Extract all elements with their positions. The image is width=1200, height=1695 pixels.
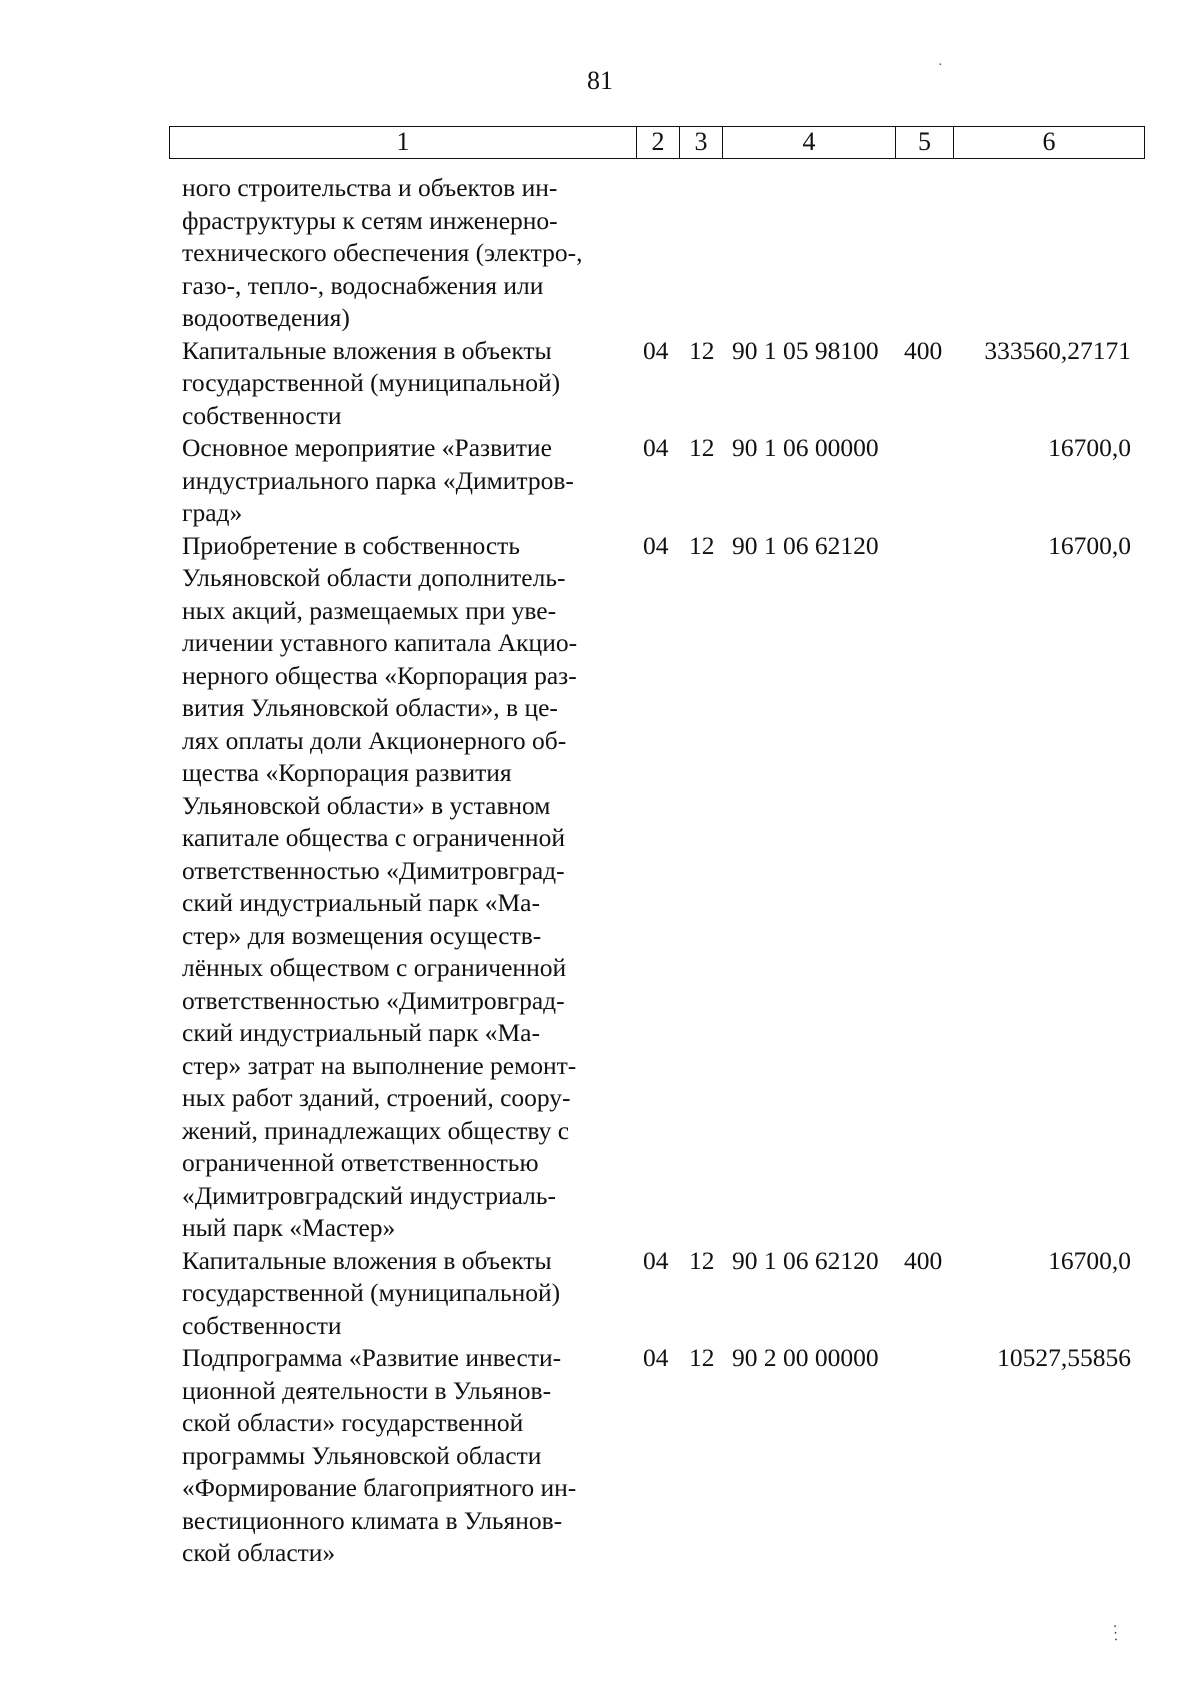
table-body xyxy=(0,172,1200,1570)
table-row xyxy=(0,172,1200,335)
row-amount: 16700,0 xyxy=(1048,433,1131,462)
header-col-3: 3 xyxy=(680,127,723,158)
table-row xyxy=(0,335,1200,433)
scan-mark: ⋱ xyxy=(1104,1623,1126,1644)
row-target-code: 90 1 05 98100 xyxy=(732,335,879,365)
row-section: 04 xyxy=(643,530,669,560)
row-description: Приобретение в собственность Ульяновской области дополнитель- ных акций, размещаемых при уве- личении уставного капитала Акцио- нерного общества «Корпорация раз- вития Ульяновской области», в це- лях оплаты доли Акционерного об- щества «Корпорация развития Ульяновской области» в уставном капитале общества с ограниченной ответственностью «Димитровград- ский индустриальный парк «Ма- стер» для возмещения осуществ- лённых обществом с ограниченной ответственностью «Димитровград- ский индустриальный парк «Ма- стер» затрат на выполнение ремонт- ных работ зданий, строений, соору- жений, принадлежащих обществу с ограниченной ответственностью «Димитровградский индустриаль- ный парк «Мастер» xyxy=(182,530,578,1242)
row-subsection: 12 xyxy=(689,1343,715,1372)
row-target-code: 90 1 06 00000 xyxy=(732,433,879,462)
row-description: ного строительства и объектов ин- фраструктуры к сетям инженерно- технического обеспечения (электро-, газо-, тепло-, водоснабжения или водоотведения) xyxy=(182,173,583,332)
row-amount: 333560,27171 xyxy=(984,335,1131,365)
row-expense-type: 400 xyxy=(904,335,943,365)
row-section: 04 xyxy=(643,433,669,462)
table-row xyxy=(0,530,1200,1245)
row-amount: 16700,0 xyxy=(1048,530,1131,560)
table-header xyxy=(169,126,1145,159)
table-row xyxy=(0,1245,1200,1343)
row-description: Подпрограмма «Развитие инвести- ционной деятельности в Ульянов- ской области» государственной программы Ульяновской области «Формирование благоприятного ин- вестиционного климата в Ульянов- ской области» xyxy=(182,1343,577,1567)
header-col-4: 4 xyxy=(723,127,896,158)
scan-speck: · xyxy=(938,58,943,73)
row-target-code: 90 1 06 62120 xyxy=(732,530,879,560)
header-col-2: 2 xyxy=(637,127,680,158)
row-section: 04 xyxy=(643,1343,669,1372)
row-subsection: 12 xyxy=(689,1245,715,1275)
header-col-5: 5 xyxy=(896,127,954,158)
row-target-code: 90 2 00 00000 xyxy=(732,1343,879,1372)
header-col-6: 6 xyxy=(1042,127,1056,156)
row-subsection: 12 xyxy=(689,335,715,365)
header-col-1: 1 xyxy=(170,127,637,158)
row-subsection: 12 xyxy=(689,433,715,462)
row-expense-type: 400 xyxy=(904,1245,943,1275)
row-target-code: 90 1 06 62120 xyxy=(732,1245,879,1275)
row-description: Капитальные вложения в объекты государственной (муниципальной) собственности xyxy=(182,1245,561,1340)
table-row xyxy=(0,1342,1200,1570)
row-description: Капитальные вложения в объекты государственной (муниципальной) собственности xyxy=(182,335,561,430)
row-description: Основное мероприятие «Развитие индустриального парка «Димитров- град» xyxy=(182,433,574,527)
row-section: 04 xyxy=(643,1245,669,1275)
row-amount: 16700,0 xyxy=(1048,1245,1131,1275)
table-row xyxy=(0,432,1200,530)
page-number: 81 xyxy=(587,66,613,95)
row-section: 04 xyxy=(643,335,669,365)
row-subsection: 12 xyxy=(689,530,715,560)
row-amount: 10527,55856 xyxy=(997,1343,1131,1372)
